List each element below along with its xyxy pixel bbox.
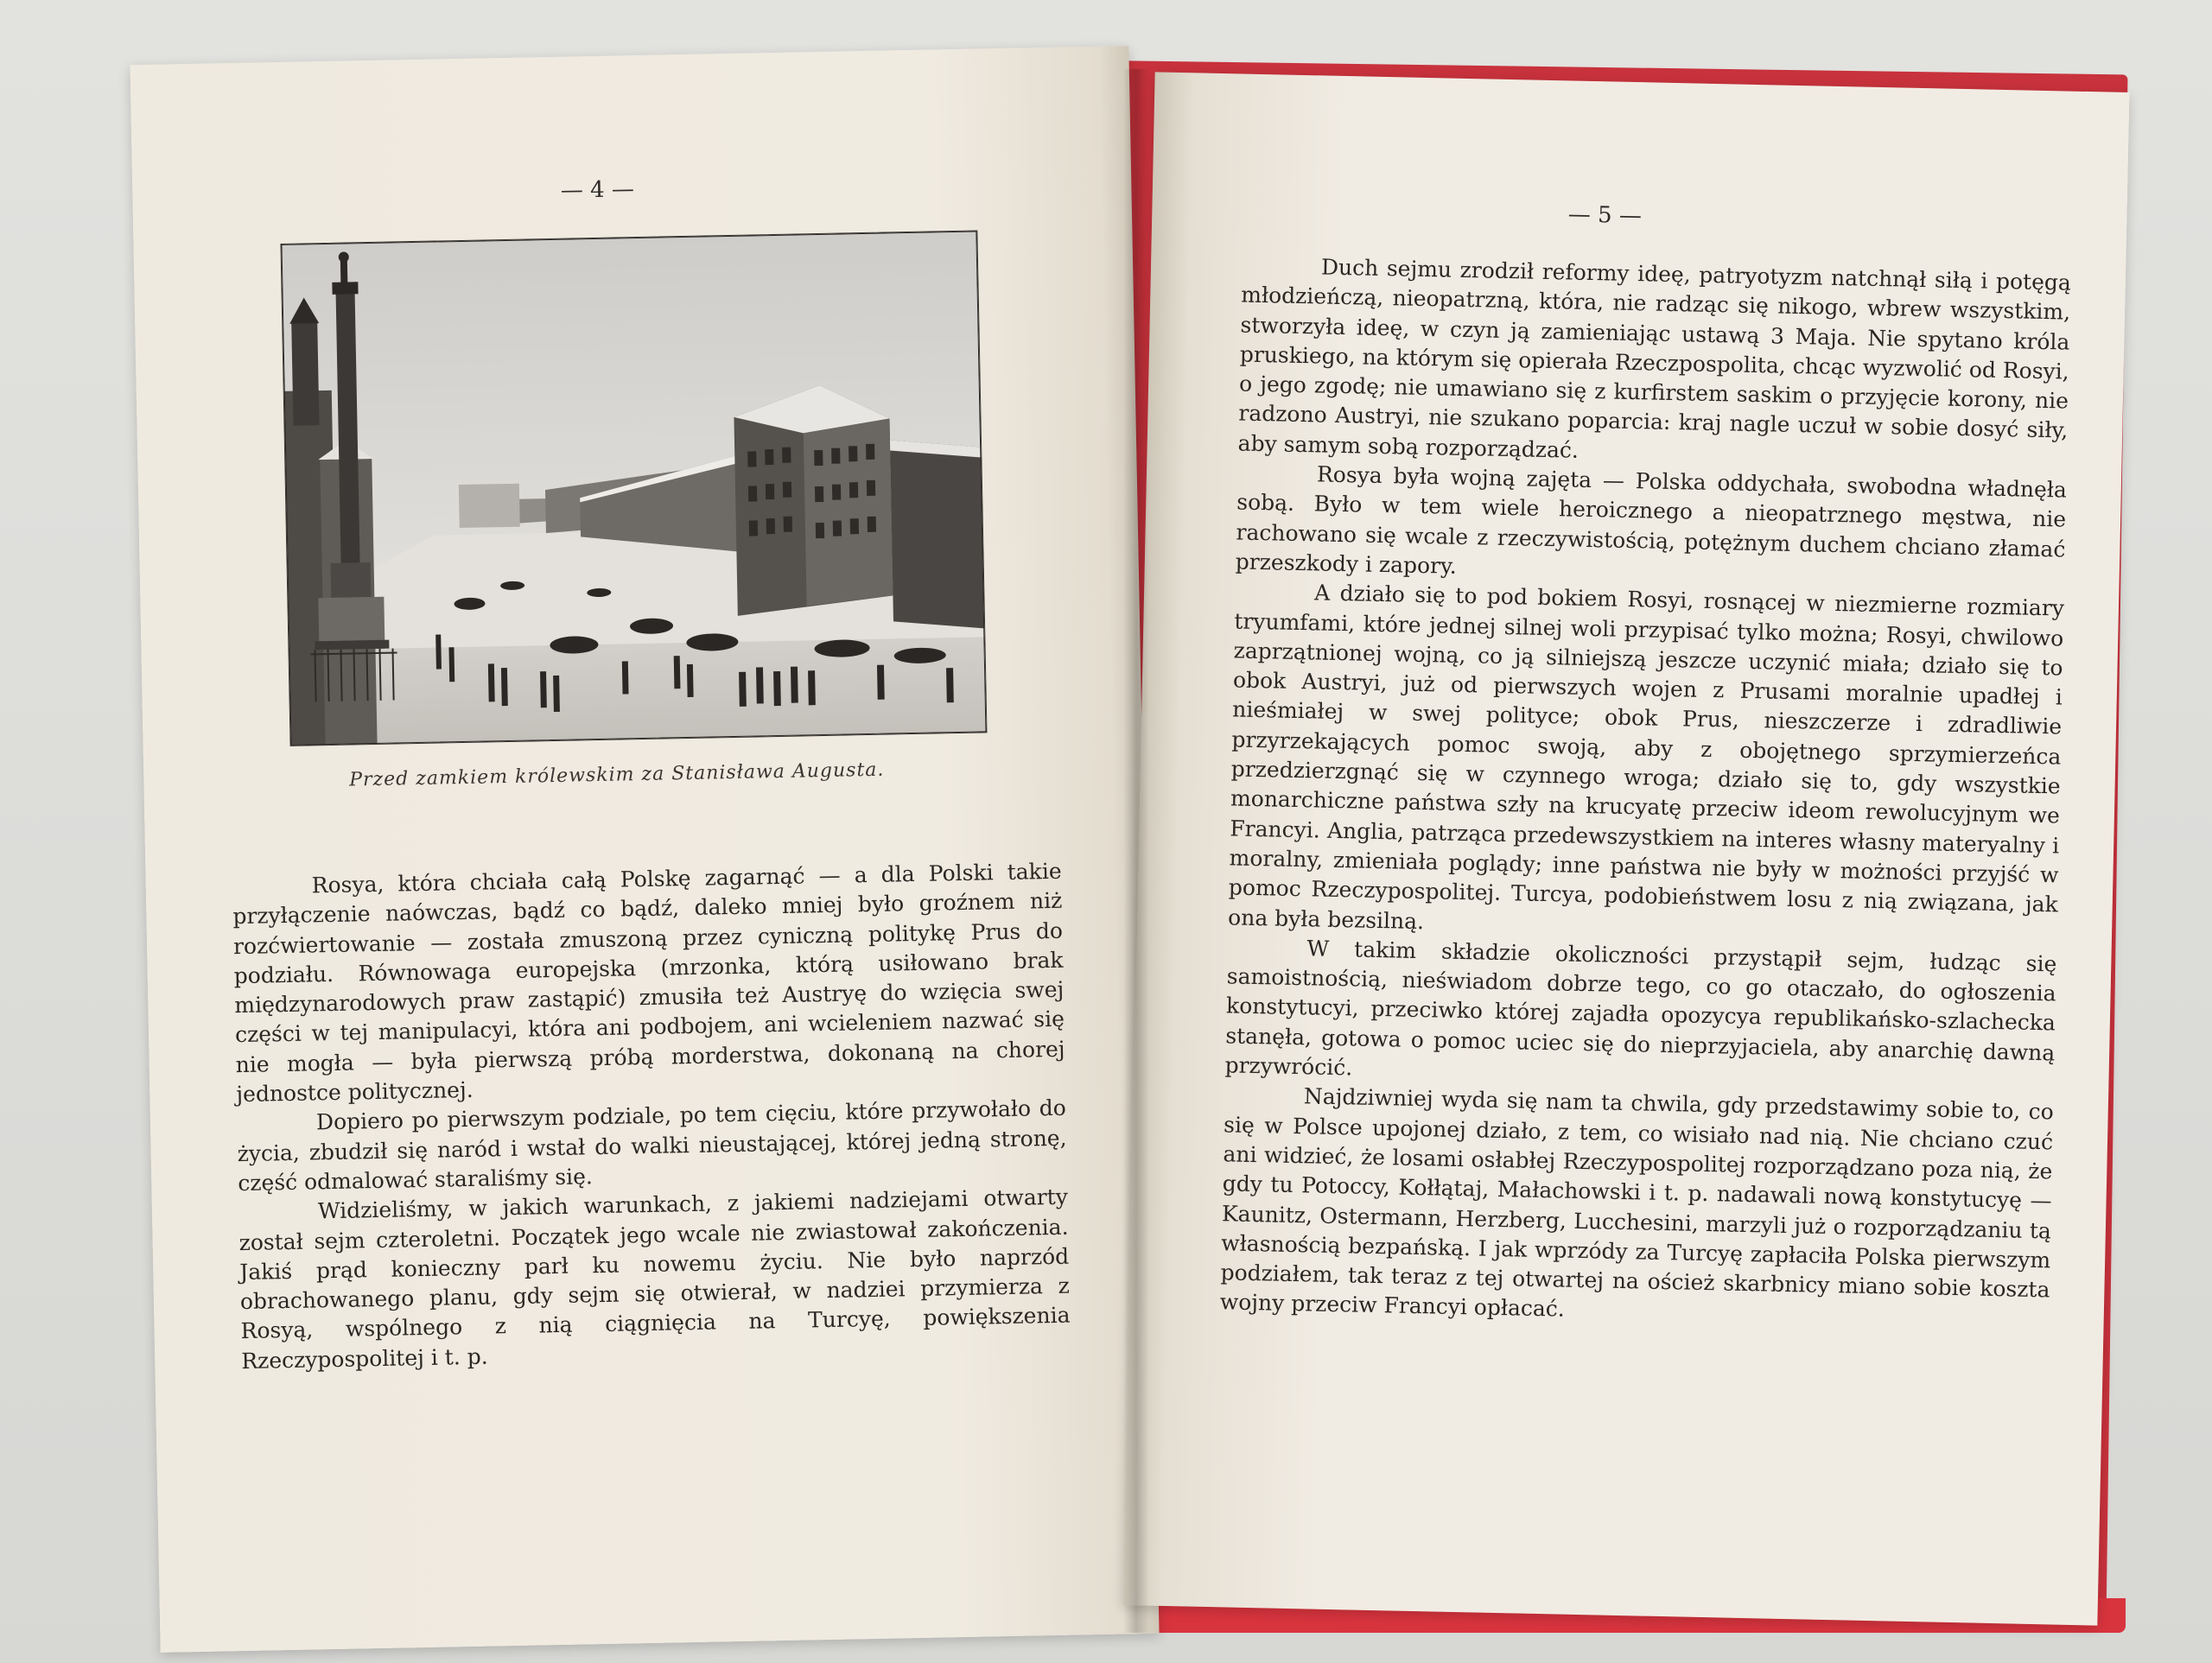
right-page-text bbox=[1220, 251, 2072, 1336]
page-number-right: — 5 — bbox=[1567, 201, 1643, 230]
illustration-caption: Przed zamkiem królewskim za Stanisława Augusta. bbox=[349, 759, 885, 791]
paragraph: Rosya była wojną zajęta — Polska oddychała, swobodna władnęła sobą. Było w tem wiele heroicznego a nieopatrznego męstwa, nie rachowano się wcale z rzeczywistością, potężnym duchem chciano złamać przeszkody i zapory. bbox=[1235, 461, 2068, 579]
left-page-text bbox=[232, 857, 1071, 1376]
paragraph: A działo się to pod bokiem Rosyi, rosnącej w niezmierne rozmiary tryumfami, które jednej silnej woli przypisać tylko można; Rosyi, chwilowo zaprzątnionej wojną, co ją silniejszą jeszcze uczynić miała; działo się to obok Austryi, już od pierwszych wojen z Prusami moralnie upadłej i nieśmiałej w swej polityce; obok Prus, nieszczerze i zdradliwie przyrzekających pomoc swoją, aby z obojętnego sprzymierzeńca przedzierzgnąć się w czynnego wroga; działo się to, gdy wszystkie monarchiczne państwa szły na krucyatę przeciw ideom rewolucyjnym we Francyi. Anglia, patrząca przedewszystkiem na interes własny materyalny i moralny, zmieniała poglądy; inne państwa nie były w możności przyjść w pomoc Rzeczypospolitej. Turcya, podobieństwem losu z nią związana, jak ona była bezsilną. bbox=[1227, 580, 2065, 934]
page-number-left: — 4 — bbox=[560, 176, 635, 204]
paragraph: W takim składzie okoliczności przystąpił sejm, łudząc się samoistnością, nieświadom dobrze tego, co go otaczało, do ogłoszenia konstytucyi, przeciwko której zajadła opozycya republikańsko-szlachecka stanęła, gotowa o pomoc uciec się do nieprzyjaciela, aby anarchię dawną przywrócić. bbox=[1224, 936, 2057, 1081]
paragraph: Widzieliśmy, w jakich warunkach, z jakiemi nadziejami otwarty został sejm czteroletni. Początek jego wcale nie zwiastował zakończenia. Jakiś prąd konieczny parł ku nowemu życiu. Nie było naprzód obrachowanego planu, gdy sejm się otwierał, w nadziei przymierza z Rosyą, wspólnego z nią ciągnięcia na Turcyę, powiększenia Rzeczypospolitej i t. p. bbox=[238, 1184, 1071, 1374]
paragraph: Dopiero po pierwszym podziale, po tem cięciu, które przywołało do życia, zbudził się naród i wstał do walki nieustającej, której jedną stronę, część odmalować staraliśmy się. bbox=[237, 1095, 1067, 1196]
left-page bbox=[130, 46, 1159, 1653]
book-spine-gutter bbox=[1123, 69, 1149, 1633]
paragraph: Najdziwniej wyda się nam ta chwila, gdy przedstawimy sobie to, co się w Polsce upojonej działo, z tem, co wisiało nad nią. Nie chciano czuć ani widzieć, że losami osłabłej Rzeczypospolitej rozporządzano poza nią, że gdy tu Potoccy, Kołłątaj, Małachowski i t. p. nadawali nową konstytucyę — Kaunitz, Ostermann, Herzberg, Lucchesini, marzyli już o rozporządzaniu tą własnością bezpańską. I jak wprzódy za Turcyę zapłaciła Polska pierwszym podziałem, tak teraz z tej otwartej na oścież skarbnicy miano sobie koszta wojny przeciw Francyi opłacać. bbox=[1219, 1083, 2055, 1323]
castle-square-engraving bbox=[280, 230, 987, 746]
paragraph: Rosya, która chciała całą Polskę zagarnąć — a dla Polski takie przyłączenie naówczas, bądź co bądź, daleko mniej było groźnem niż rozćwiertowanie — została zmuszoną przez cyniczną politykę Prus do podziału. Równowaga europejska (mrzonka, którą usiłowano brak międzynarodowych praw zastąpić) zmusiła też Austryę do wzięcia swej części w tej manipulacyi, która ani podbojem, ani wcieleniem nazwać się nie mogła — była pierwszą próbą morderstwa, dokonaną na chorej jednostce politycznej. bbox=[232, 858, 1065, 1108]
right-page bbox=[1123, 72, 2130, 1625]
paragraph: Duch sejmu zrodził reformy ideę, patryotyzm natchnął siłą i potęgą młodzieńczą, nieopatrzną, która, nie radząc się nikogo, wbrew wszystkim, stworzyła ideę, w czyn ją zamieniając ustawą 3 Maja. Nie spytano króla pruskiego, na którym się opierała Rzeczpospolita, chcąc wyzwolić od Rosyi, o jego zgodę; nie umawiano się z kurfirstem saskim o przyjęcie korony, nie radzono Austryi, nie szukano poparcia: kraj nagle uczuł w sobie dosyć siły, aby samym sobą rozporządzać. bbox=[1237, 254, 2072, 463]
